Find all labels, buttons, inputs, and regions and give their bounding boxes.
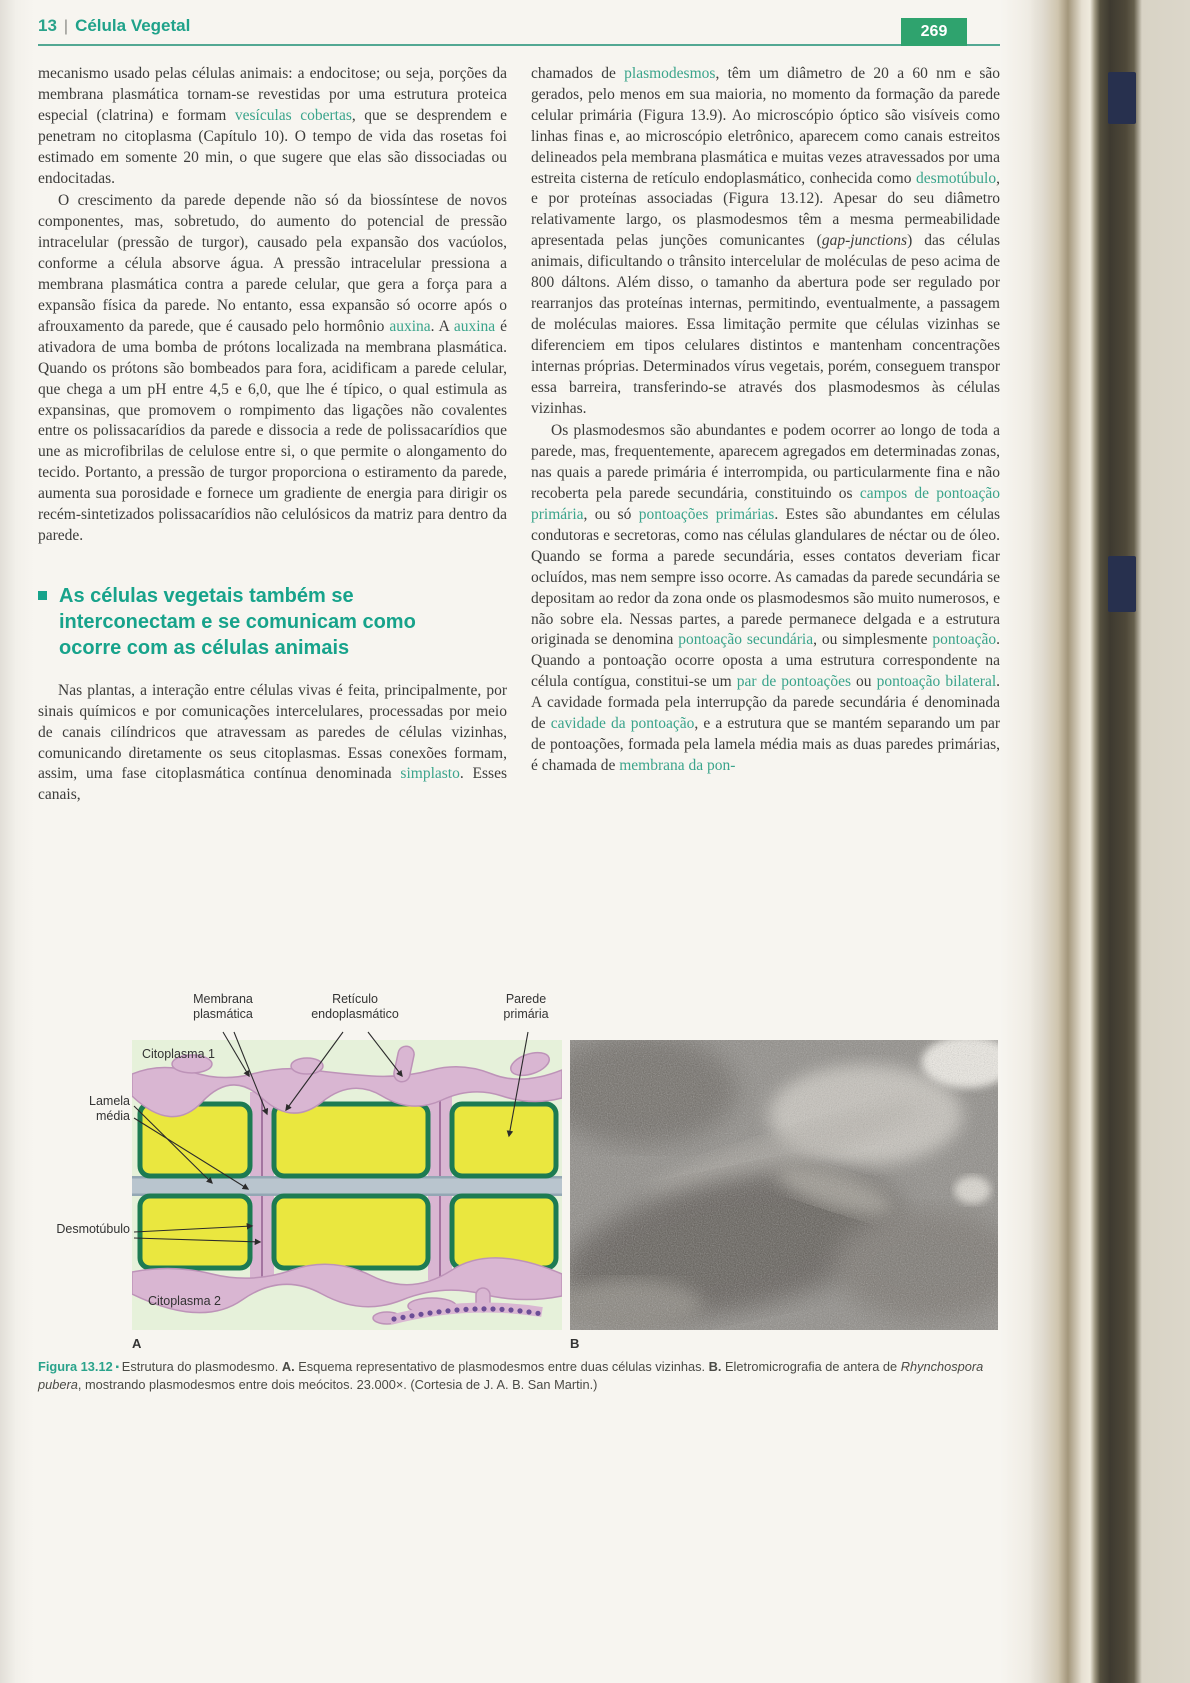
micrograph-panel [570, 1040, 998, 1330]
label-lamela-media: Lamela média [89, 1094, 130, 1123]
label-reticulo-endoplasmatico: Retículo endoplasmático [311, 992, 399, 1021]
chapter-divider: | [63, 18, 69, 35]
label-parede-primaria: Parede primária [503, 992, 549, 1021]
left-column [38, 64, 507, 806]
right-column [531, 64, 1000, 806]
text-columns [38, 64, 1000, 806]
paragraph: chamados de plasmodesmos, têm um diâmetro de 20 a 60 nm e são gerados, pelo menos em sua maioria, no momento da formação da parede celular primária (Figura 13.9). Ao microscópio óptico são visíveis como linhas finas e, ao microscópio eletrônico, aparecem como canais estreitos delineados pela membrana plasmática e muitas vezes atravessados por uma estreita cisterna de retículo endoplasmático, conhecida como desmotúbulo, e por proteínas associadas (Figura 13.12). Apesar do seu diâmetro relativamente largo, os plasmodesmos têm a mesma permeabilidade apresentada pelas junções comunicantes (gap-junctions) das células animais, dificultando o trânsito intercelular de moléculas de peso acima de 800 dáltons. Além disso, o tamanho da abertura pode ser regulado por rearranjos das proteínas internas, permitindo, eventualmente, a passagem de moléculas maiores. Essa limitação permite que células vizinhas se diferenciem em tipos celulares distintos e mantenham concentrações internas próprias. Determinados vírus vegetais, porém, conseguem transpor essa barreira, transferindo-se através dos plasmodesmos às células vizinhas. [531, 65, 1001, 417]
figure-13-12 [38, 990, 1000, 1410]
label-citoplasma-2: Citoplasma 2 [148, 1294, 221, 1308]
page-header [38, 16, 1000, 46]
paragraph: Nas plantas, a interação entre células vivas é feita, principalmente, por sinais químicos e por comunicações intercelulares, processadas por meio de canais cilíndricos que atravessam as paredes de células vizinhas, comunicando diretamente os seus citoplasmas. Essas conexões formam, assim, uma fase citoplasmática contínua denominada simplasto. Esses canais, [38, 681, 507, 804]
section-heading-text: As células vegetais também se interconectam e se comunicam como ocorre com as células animais [59, 584, 416, 659]
panel-b-letter: B [570, 1336, 580, 1351]
paragraph: O crescimento da parede depende não só da biossíntese de novos componentes, mas, sobretudo, do aumento do potencial de pressão intracelular (pressão de turgor), causado pela expansão dos vacúolos, conforme a célula absorve água. A pressão intracelular pressiona a membrana plasmática contra a parede celular, que gera a força para a expansão física da parede. No entanto, essa expansão só ocorre após o afrouxamento da parede, que é causado pelo hormônio auxina. A auxina é ativadora de uma bomba de prótons localizada na membrana plasmática. Quando os prótons são bombeados para fora, acidificam a parede celular, que chega a um pH entre 4,5 e 6,0, que lhe é típico, o qual estimula as expansinas, que promovem o rompimento das ligações não covalentes entre os polissacarídios da parede e dissocia a rede de polissacarídios que une as microfibrilas de celulose entre si, o que permite o alongamento do tecido. Portanto, a pressão de turgor proporciona o estiramento da parede, aumenta sua porosidade e fornece um gradiente de energia para dirigir os recém-sintetizados polissacarídios não celulósicos da matriz para dentro da parede. [38, 192, 507, 544]
heading-bullet-icon [38, 591, 47, 600]
label-citoplasma-1: Citoplasma 1 [142, 1047, 215, 1061]
page-number-badge: 269 [901, 18, 967, 46]
panel-a-letter: A [132, 1336, 142, 1351]
page-edge-tab [1108, 556, 1136, 612]
page-edge-tab [1108, 72, 1136, 124]
label-desmotubulo: Desmotúbulo [56, 1222, 130, 1236]
label-membrana-plasmatica: Membrana plasmática [193, 992, 253, 1021]
chapter-title: Célula Vegetal [75, 16, 191, 35]
diagram-panel [38, 990, 562, 1351]
page-binding-edge [1030, 0, 1190, 1683]
chapter-number: 13 [38, 16, 57, 35]
paragraph: Os plasmodesmos são abundantes e podem ocorrer ao longo de toda a parede, mas, frequentemente, aparecem agregados em determinadas zonas, nas quais a parede primária é interrompida, ou particularmente fina e não recoberta pela parede secundária, constituindo os campos de pontoação primária, ou só pontoações primárias. Estes são abundantes em células condutoras e secretoras, como nas células glandulares de néctar ou de óleo. Quando se forma a parede secundária, esses contatos deveriam ficar ocluídos, mas nem sempre isso ocorre. As camadas da parede secundária se depositam ao redor da zona onde os plasmodesmos são muito numerosos, e não sobre ela. Nessas partes, a parede permanece delgada e a estrutura originada se denomina pontoação secundária, ou simplesmente pontoação. Quando a pontoação ocorre oposta a uma estrutura correspondente na célula contígua, constitui-se um par de pontoações ou pontoação bilateral. A cavidade formada pela interrupção da parede secundária é denominada de cavidade da pontoação, e a estrutura que se mantém separando um par de pontoações, formada pela lamela média mais as duas paredes primárias, é chamada de membrana da pon- [531, 422, 1001, 774]
figure-caption: Figura 13.12 ▪ Estrutura do plasmodesmo. A. Esquema representativo de plasmodesmos entre duas células vizinhas. B. Eletromicrografia de antera de Rhynchospora pubera, mostrando plasmodesmos entre dois meócitos. 23.000×. (Cortesia de J. A. B. San Martin.) [38, 1359, 984, 1392]
section-heading [38, 583, 430, 661]
plasmodesmos-diagram [132, 1040, 562, 1330]
paragraph: mecanismo usado pelas células animais: a endocitose; ou seja, porções da membrana plasmática tornam-se revestidas por uma estrutura proteica especial (clatrina) e formam vesículas cobertas, que se desprendem e penetram no citoplasma (Capítulo 10). O tempo de vida das rosetas foi estimado em somente 20 min, o que sugere que elas são dissociadas ou endocitadas. [38, 65, 508, 187]
electron-micrograph [570, 1040, 998, 1330]
